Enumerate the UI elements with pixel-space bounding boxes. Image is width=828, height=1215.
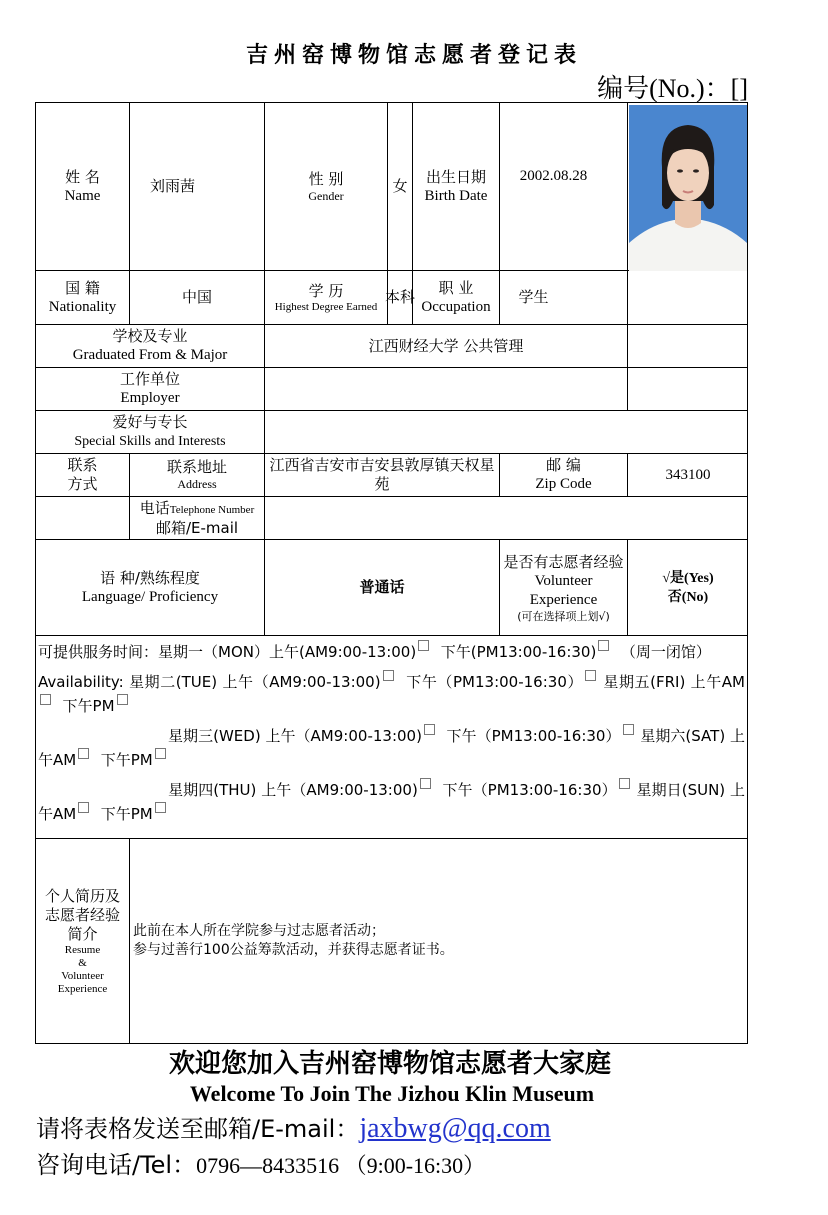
gender-label: 性 别 Gender <box>265 103 388 271</box>
checkbox[interactable] <box>78 748 89 759</box>
birth-date-value[interactable]: 2002.08.28 <box>500 103 628 271</box>
language-value[interactable]: 普通话 <box>265 540 500 636</box>
language-label: 语 种/熟练程度 Language/ Proficiency <box>36 540 265 636</box>
email-link[interactable]: jaxbwg@qq.com <box>359 1113 551 1144</box>
checkbox[interactable] <box>78 802 89 813</box>
welcome-cn: 欢迎您加入吉州窑博物馆志愿者大家庭 <box>168 1049 611 1079</box>
portrait-photo <box>629 105 747 271</box>
yes-option[interactable]: √是(Yes) <box>662 570 714 586</box>
occupation-value[interactable]: 学生 <box>500 271 628 325</box>
skills-value[interactable] <box>265 411 748 454</box>
volunteer-options[interactable] <box>628 540 748 636</box>
name-value[interactable]: 刘雨茜 <box>130 103 265 271</box>
phone-line: 咨询电话/Tel：0796—8433516 （9:00-16:30） <box>36 1151 486 1179</box>
nationality-value[interactable]: 中国 <box>130 271 265 325</box>
checkbox[interactable] <box>418 640 429 651</box>
occupation-label: 职 业 Occupation <box>413 271 500 325</box>
availability-section: 可提供服务时间：星期一（MON）上午(AM9:00-13:00) 下午(PM13:00-16:30) （周一闭馆） Availability: 星期二(TUE) 上午（AM9:00-13:00) 下午（PM13:00-16:30） 星期五(FRI) 上午AM 下午PM 星期三(WED) 上午（AM9:00-13:00) 下午（PM13:00-16:30） 星期六(SAT) 上午AM 下午PM 星期四(THU) 上午（AM9:00-13:00) 下午（PM13:00-16:30） 星期日(SUN) 上午AM 下午PM <box>36 636 747 839</box>
registration-form <box>35 102 748 1044</box>
degree-label: 学 历 Highest Degree Earned <box>265 271 388 325</box>
checkbox[interactable] <box>623 724 634 735</box>
blank-cell <box>628 271 748 325</box>
no-option[interactable]: 否(No) <box>667 589 709 605</box>
blank-cell <box>628 325 748 368</box>
contact-label: 联系方式 <box>36 454 130 497</box>
school-value[interactable]: 江西财经大学 公共管理 <box>265 325 628 368</box>
employer-label: 工作单位 Employer <box>36 368 265 411</box>
phone-email-label: 电话Telephone Number 邮箱/E-mail <box>130 497 265 540</box>
nationality-label: 国 籍 Nationality <box>36 271 130 325</box>
resume-value[interactable]: 此前在本人所在学院参与过志愿者活动； 参与过善行100公益筹款活动，并获得志愿者证书。 <box>133 923 454 958</box>
checkbox[interactable] <box>598 640 609 651</box>
zip-label: 邮 编 Zip Code <box>500 454 628 497</box>
blank-cell <box>628 368 748 411</box>
checkbox[interactable] <box>155 802 166 813</box>
checkbox[interactable] <box>585 670 596 681</box>
resume-label: 个人简历及志愿者经验简介 Resume & Volunteer Experience <box>36 839 130 1043</box>
welcome-en: Welcome To Join The Jizhou Klin Museum <box>189 1081 595 1106</box>
checkbox[interactable] <box>619 778 630 789</box>
degree-value[interactable]: 本科 <box>388 271 413 325</box>
birth-date-label: 出生日期 Birth Date <box>413 103 500 271</box>
checkbox[interactable] <box>155 748 166 759</box>
checkbox[interactable] <box>117 694 128 705</box>
email-line: 请将表格发送至邮箱/E-mail：jaxbwg@qq.com <box>36 1113 551 1144</box>
volunteer-label: 是否有志愿者经验 Volunteer Experience (可在选择项上划√) <box>500 540 628 636</box>
form-number: 编号(No.)：[] <box>597 74 748 103</box>
phone-email-value[interactable] <box>265 497 748 540</box>
address-value[interactable]: 江西省吉安市吉安县敦厚镇天权星苑 <box>265 454 500 497</box>
name-label: 姓 名 Name <box>36 103 130 271</box>
checkbox[interactable] <box>424 724 435 735</box>
employer-value[interactable] <box>265 368 628 411</box>
address-label: 联系地址 Address <box>130 454 265 497</box>
checkbox[interactable] <box>420 778 431 789</box>
zip-value[interactable]: 343100 <box>628 454 748 497</box>
skills-label: 爱好与专长 Special Skills and Interests <box>36 411 265 454</box>
form-title: 吉州窑博物馆志愿者登记表 <box>245 43 582 68</box>
gender-value[interactable]: 女 <box>388 103 413 271</box>
checkbox[interactable] <box>40 694 51 705</box>
checkbox[interactable] <box>383 670 394 681</box>
school-label: 学校及专业 Graduated From & Major <box>36 325 265 368</box>
blank-cell <box>36 497 130 540</box>
